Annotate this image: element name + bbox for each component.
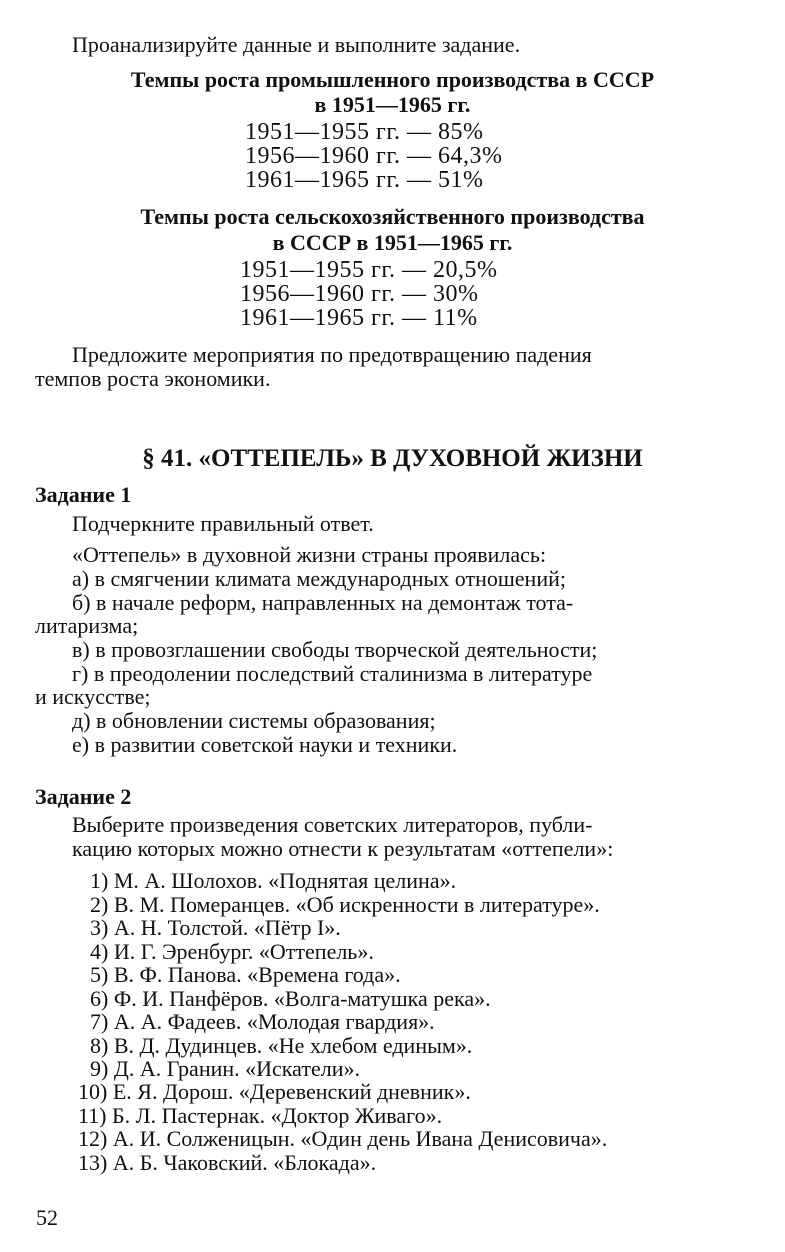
task2-instruction-line1: Выберите произведения советских литераторов, публи- (72, 812, 593, 837)
task2-instruction-line2: кацию которых можно отнести к результатам «оттепели»: (72, 836, 614, 861)
list-item: 5) В. Ф. Панова. «Времена года». (90, 962, 401, 987)
list-item: 9) Д. А. Гранин. «Искатели». (90, 1056, 360, 1081)
task1-option: б) в начале реформ, направленных на демонтаж тота- (72, 590, 574, 615)
task1-option: и искусстве; (35, 684, 151, 709)
page-number: 52 (36, 1205, 58, 1230)
table1-title-line1: Темпы роста промышленного производства в СССР (130, 67, 655, 92)
list-item: 10) Е. Я. Дорош. «Деревенский дневник». (78, 1079, 471, 1104)
table1-row: 1956—1960 гг. — 64,3% (245, 143, 503, 169)
task1-instruction: Подчеркните правильный ответ. (72, 511, 374, 536)
task1-option: а) в смягчении климата международных отношений; (72, 566, 566, 591)
table1-row: 1951—1955 гг. — 85% (245, 119, 484, 145)
list-item: 1) М. А. Шолохов. «Поднятая целина». (90, 868, 457, 893)
task1-title: Задание 1 (35, 482, 132, 507)
task2-title: Задание 2 (35, 784, 132, 809)
table2-title-line1: Темпы роста сельскохозяйственного производства (140, 204, 645, 229)
task1-option: в) в провозглашении свободы творческой деятельности; (72, 637, 598, 662)
list-item: 13) А. Б. Чаковский. «Блокада». (78, 1150, 377, 1175)
list-item: 7) А. А. Фадеев. «Молодая гвардия». (90, 1009, 435, 1034)
intro-text: Проанализируйте данные и выполните задание. (72, 32, 521, 57)
list-item: 8) В. Д. Дудинцев. «Не хлебом единым». (90, 1033, 473, 1058)
list-item: 2) В. М. Померанцев. «Об искренности в литературе». (90, 892, 600, 917)
table1-row: 1961—1965 гг. — 51% (245, 167, 484, 193)
section-title: § 41. «ОТТЕПЕЛЬ» В ДУХОВНОЙ ЖИЗНИ (142, 445, 643, 472)
table1-title-line2: в 1951—1965 гг. (314, 92, 471, 117)
list-item: 3) А. Н. Толстой. «Пётр I». (90, 915, 341, 940)
list-item: 11) Б. Л. Пастернак. «Доктор Живаго». (78, 1103, 443, 1128)
list-item: 12) А. И. Солженицын. «Один день Ивана Денисовича». (78, 1126, 608, 1151)
list-item: 4) И. Г. Эренбург. «Оттепель». (90, 939, 374, 964)
task1-option: д) в обновлении системы образования; (72, 708, 436, 733)
table2-title-line2: в СССР в 1951—1965 гг. (272, 230, 513, 255)
proposal-line2: темпов роста экономики. (35, 366, 271, 391)
table2-row: 1951—1955 гг. — 20,5% (240, 257, 498, 283)
proposal-line1: Предложите мероприятия по предотвращению падения (72, 342, 592, 367)
task1-option: е) в развитии советской науки и техники. (72, 732, 458, 757)
table2-row: 1956—1960 гг. — 30% (240, 281, 479, 307)
task1-option: г) в преодолении последствий сталинизма в литературе (72, 661, 593, 686)
task1-option: литаризма; (35, 613, 139, 638)
list-item: 6) Ф. И. Панфёров. «Волга-матушка река». (90, 986, 491, 1011)
table2-row: 1961—1965 гг. — 11% (240, 305, 478, 331)
task1-question: «Оттепель» в духовной жизни страны проявилась: (72, 542, 547, 567)
